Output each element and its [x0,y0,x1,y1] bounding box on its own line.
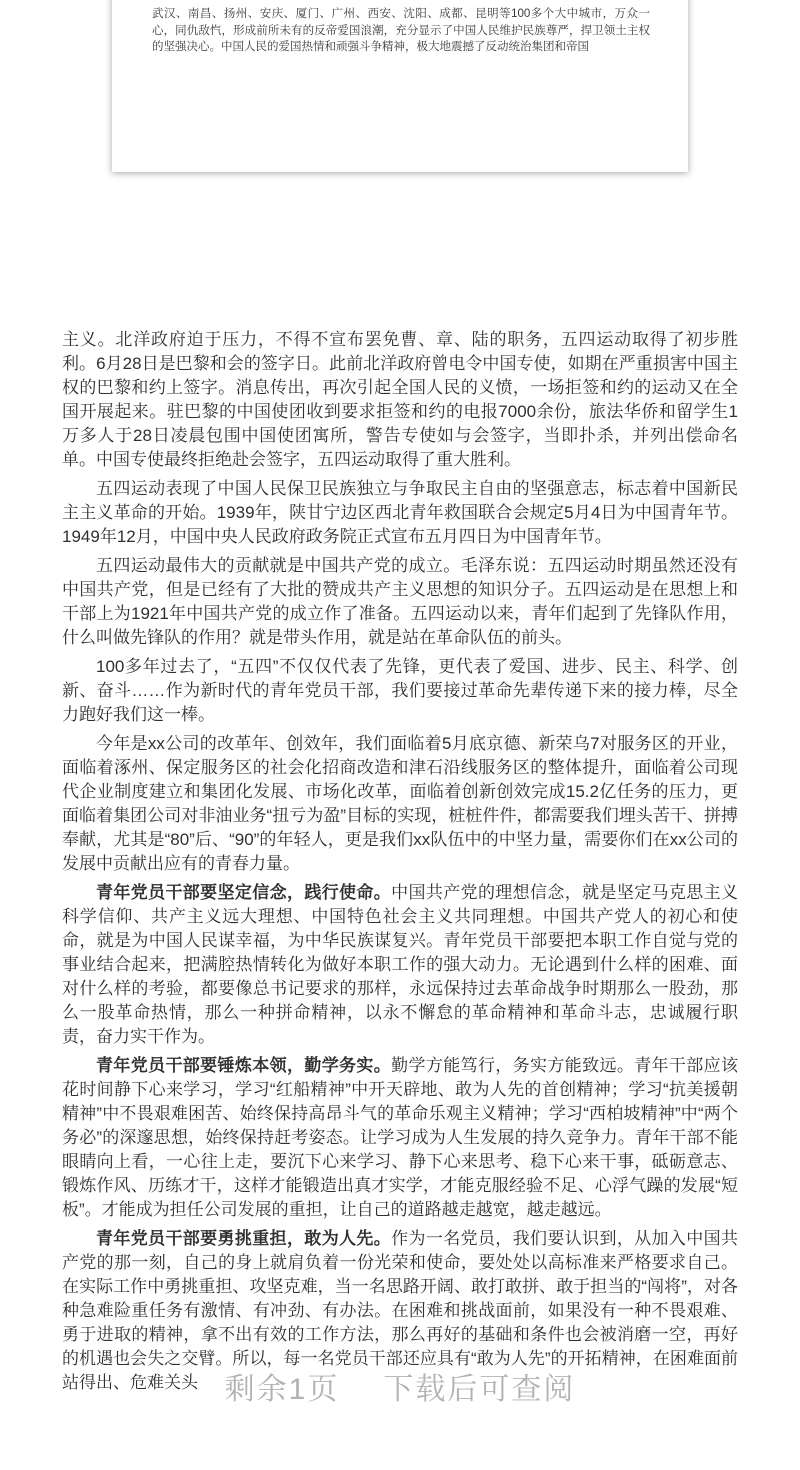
paragraph-text: 五四运动表现了中国人民保卫民族独立与争取民主自由的坚强意志，标志着中国新民主主义革命的开始。1939年，陕甘宁边区西北青年救国联合会规定5月4日为中国青年节。1949年12月，中国中央人民政府政务院正式宣布五月四日为中国青年节。 [62,479,738,546]
paragraph-lead: 青年党员干部要坚定信念，践行使命。 [96,883,392,902]
paragraph-text: 五四运动最伟大的贡献就是中国共产党的成立。毛泽东说：五四运动时期虽然还没有中国共产党，但是已经有了大批的赞成共产主义思想的知识分子。五四运动是在思想上和干部上为1921年中国共产党的成立作了准备。五四运动以来，青年们起到了先锋队作用，什么叫做先锋队的作用？就是带头作用，就是站在革命队伍的前头。 [62,556,738,647]
pages-remaining-label: 剩余1页 [224,1373,340,1406]
paragraph-6 [62,881,738,1049]
page-preview-card [112,0,688,172]
paragraph-text: 作为一名党员，我们要认识到，从加入中国共产党的那一刻，自己的身上就肩负着一份光荣和使命，要处处以高标准来严格要求自己。在实际工作中勇挑重担、攻坚克难，当一名思路开阔、敢打敢拼、敢于担当的“闯将”，对各种急难险重任务有激情、有冲劲、有办法。在困难和挑战面前，如果没有一种不畏艰难、勇于进取的精神，拿不出有效的工作方法，那么再好的基础和条件也会被消磨一空，再好的机遇也会失之交臂。所以，每一名党员干部还应具有“敢为人先”的开拓精神，在困难面前站得出、危难关头 [62,1229,739,1392]
paragraph-1 [62,328,738,472]
paragraph-5 [62,732,738,876]
paragraph-3 [62,554,738,650]
paragraph-text: 勤学方能笃行，务实方能致远。青年干部应该花时间静下心来学习，学习“红船精神”中开天辟地、敢为人先的首创精神；学习“抗美援朝精神”中不畏艰难困苦、始终保持高昂斗气的革命乐观主义精神；学习“西柏坡精神”中“两个务必”的深邃思想，始终保持赶考姿态。让学习成为人生发展的持久竞争力。青年干部不能眼睛向上看，一心往上走，要沉下心来学习、静下心来思考、稳下心来干事，砥砺意志、锻炼作风、历练才干，这样才能锻造出真才实学，才能克服经验不足、心浮气躁的发展“短板”。才能成为担任公司发展的重担，让自己的道路越走越宽，越走越远。 [62,1056,739,1219]
paragraph-text: 今年是xx公司的改革年、创效年，我们面临着5月底京德、新荣乌7对服务区的开业，面临着涿州、保定服务区的社会化招商改造和津石沿线服务区的整体提升，面临着公司现代企业制度建立和集团化发展、市场化改革，面临着创新创效完成15.2亿任务的压力，更面临着集团公司对非油业务“扭亏为盈”目标的实现，桩桩件件，都需要我们埋头苦干、拼搏奉献，尤其是“80”后、“90”的年轻人，更是我们xx队伍中的中坚力量，需要你们在xx公司的发展中贡献出应有的青春力量。 [62,734,738,873]
preview-page-text: 武汉、南昌、扬州、安庆、厦门、广州、西安、沈阳、成都、昆明等100多个大中城市，万众一心，同仇敌忾，形成前所未有的反帝爱国浪潮，充分显示了中国人民维护民族尊严，捍卫领土主权的坚强决心。中国人民的爱国热情和顽强斗争精神，极大地震撼了反动统治集团和帝国 [152,8,650,53]
paragraph-text: 中国共产党的理想信念，就是坚定马克思主义科学信仰、共产主义远大理想、中国特色社会主义共同理想。中国共产党人的初心和使命，就是为中国人民谋幸福，为中华民族谋复兴。青年党员干部要把本职工作自觉与党的事业结合起来，把满腔热情转化为做好本职工作的强大动力。无论遇到什么样的困难、面对什么样的考验，都要像总书记要求的那样，永远保持过去革命战争时期那么一股劲，那么一股革命热情，那么一种拼命精神，以永不懈怠的革命精神和革命斗志，忠诚履行职责，奋力实干作为。 [62,883,739,1046]
footer-bar [0,1364,800,1408]
document-body [62,328,738,1400]
paragraph-2 [62,477,738,549]
paragraph-7 [62,1054,738,1222]
paragraph-lead: 青年党员干部要勇挑重担，敢为人先。 [96,1229,392,1248]
paragraph-text: 主义。北洋政府迫于压力，不得不宣布罢免曹、章、陆的职务，五四运动取得了初步胜利。6月28日是巴黎和会的签字日。此前北洋政府曾电令中国专使，如期在严重损害中国主权的巴黎和约上签字。消息传出，再次引起全国人民的义愤，一场拒签和约的运动又在全国开展起来。驻巴黎的中国使团收到要求拒签和约的电报7000余份，旅法华侨和留学生1万多人于28日凌晨包围中国使团寓所，警告专使如与会签字，当即扑杀，并列出偿命名单。中国专使最终拒绝赴会签字，五四运动取得了重大胜利。 [62,330,738,469]
paragraph-text: 100多年过去了，“五四”不仅仅代表了先锋，更代表了爱国、进步、民主、科学、创新、奋斗……作为新时代的青年党员干部，我们要接过革命先辈传递下来的接力棒，尽全力跑好我们这一棒。 [62,657,738,724]
download-hint-label: 下载后可查阅 [383,1373,576,1406]
paragraph-4 [62,655,738,727]
paragraph-lead: 青年党员干部要锤炼本领，勤学务实。 [96,1056,392,1075]
